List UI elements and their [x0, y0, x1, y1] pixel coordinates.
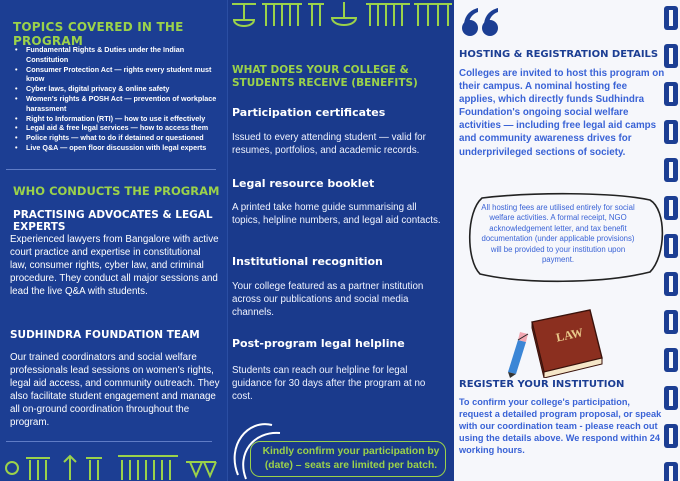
benefit-text: Issued to every attending student — valid for resumes, portfolios, and academic records.	[232, 132, 426, 157]
benefit-text: Students can reach our helpline for legal guidance for 30 days after the program at no cost.	[232, 365, 426, 403]
benefits-panel	[227, 0, 454, 481]
topics-panel	[0, 0, 227, 481]
topic-item: • Fundamental Rights & Duties under the Indian Constitution	[12, 45, 226, 65]
divider	[6, 441, 212, 442]
topic-item: • Right to Information (RTI) — how to use it effectively	[12, 114, 226, 124]
cta-text: Kindly confirm your participation by (date) – seats are limited per batch.	[262, 446, 440, 471]
benefit-text: A printed take home guide summarising all topics, helpline numbers, and legal aid contacts.	[232, 202, 441, 227]
benefit-heading: Institutional recognition	[232, 255, 383, 268]
topic-item: • Women's rights & POSH Act — prevention of workplace harassment	[12, 94, 226, 114]
benefit-heading: Post-program legal helpline	[232, 337, 405, 350]
quote-icon	[460, 6, 500, 40]
benefit-heading: Legal resource booklet	[232, 177, 375, 190]
topics-title: TOPICS COVERED IN THE PROGRAM	[13, 20, 184, 48]
team-heading: SUDHINDRA FOUNDATION TEAM	[10, 329, 200, 341]
topic-item: • Cyber laws, digital privacy & online safety	[12, 84, 226, 94]
topic-item: • Consumer Protection Act — rights every student must know	[12, 65, 226, 85]
hosting-text: Colleges are invited to host this program on their campus. A nominal hosting fee applies, which directly funds Sudhindra Foundation's ongoing social welfare activities — including free legal aid camps and community awareness drives for underprivileged sections of society.	[459, 68, 665, 158]
advocates-text: Experienced lawyers from Bangalore with active court practice and expertise in constitutional law, consumer rights, cyber law, and criminal procedure. They conduct all major sessions and lead the live Q&A with students.	[10, 234, 219, 298]
register-text: To confirm your college's participation, request a detailed program proposal, or speak with our coordination team - please reach out using the details above. We respond within 24 working hours.	[459, 397, 662, 456]
hosting-panel	[454, 0, 680, 481]
advocates-heading: PRACTISING ADVOCATES & LEGAL EXPERTS	[13, 209, 213, 233]
scales-of-justice-icon	[228, 0, 454, 30]
fee-note: All hosting fees are utilised entirely for social welfare activities. A formal receipt, NGO acknowledgement letter, and tax benefit documentation (under applicable provisions) will be provided to your institution upon payment.	[481, 203, 635, 265]
register-title: REGISTER YOUR INSTITUTION	[459, 379, 625, 390]
benefit-heading: Participation certificates	[232, 106, 386, 119]
law-book-label: LAW	[554, 325, 585, 345]
pillars-icon	[0, 450, 227, 481]
benefits-title: WHAT DOES YOUR COLLEGE & STUDENTS RECEIVE (BENEFITS)	[232, 64, 418, 89]
hosting-title: HOSTING & REGISTRATION DETAILS	[459, 49, 659, 60]
topics-list	[12, 45, 226, 153]
pencil-icon	[508, 332, 528, 378]
conducts-title: WHO CONDUCTS THE PROGRAM	[13, 184, 220, 198]
topic-item: • Live Q&A — open floor discussion with legal experts	[12, 143, 226, 153]
benefit-text: Your college featured as a partner institution across our publications and social media channels.	[232, 281, 424, 319]
divider	[6, 169, 216, 170]
topic-item: • Legal aid & free legal services — how to access them	[12, 123, 226, 133]
team-text: Our trained coordinators and social welfare professionals lead sessions on women's rights, legal aid access, and community outreach. They also facilitate student engagement and manage all on-ground coordination throughout the program.	[10, 352, 220, 429]
law-book-icon	[498, 300, 608, 378]
topic-item: • Police rights — what to do if detained or questioned	[12, 133, 226, 143]
